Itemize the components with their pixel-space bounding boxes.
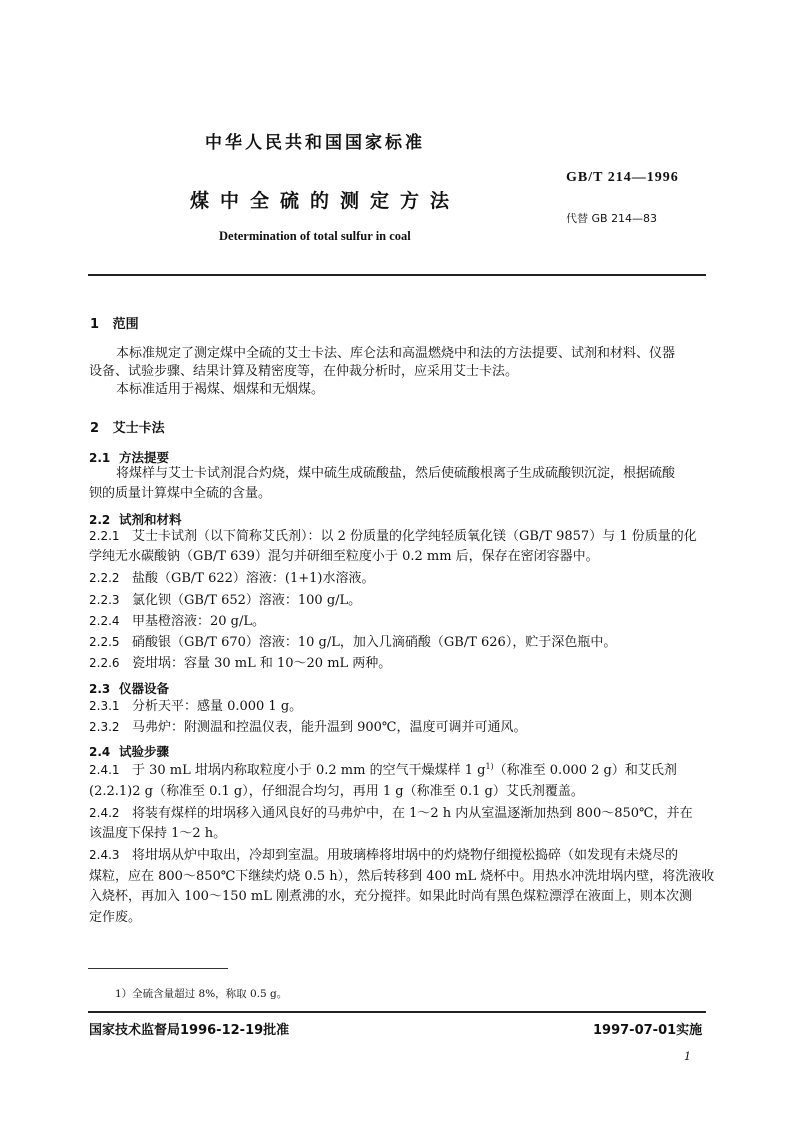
clause-2-2-1 xyxy=(89,530,697,543)
section-number: 1 xyxy=(90,317,100,332)
page-number: 1 xyxy=(684,1050,691,1063)
clause-2-4-1 xyxy=(89,764,677,777)
clause-number: 2.2.3 xyxy=(89,593,120,607)
document-title-english: Determination of total sulfur in coal xyxy=(219,229,411,243)
clause-title: 试剂和材料 xyxy=(118,512,182,527)
paragraph-line: 设备、试验步骤、结果计算及精密度等，在仲裁分析时，应采用艾士卡法。 xyxy=(89,364,519,379)
replaces-note: 代替 GB 214—83 xyxy=(566,212,658,225)
paragraph-line: 将煤样与艾士卡试剂混合灼烧，煤中硫生成硫酸盐，然后使硫酸根离子生成硫酸钡沉淀，根据硫酸 xyxy=(116,466,676,481)
clause-number: 2.4.2 xyxy=(89,806,120,820)
clause-number: 2.3.2 xyxy=(89,720,120,734)
paragraph-line: 本标准规定了测定煤中全硫的艾士卡法、库仑法和高温燃烧中和法的方法提要、试剂和材料、仪器 xyxy=(116,346,676,361)
subsection-2-4-heading xyxy=(89,742,169,760)
paragraph-line: 煤粒，应在 800～850℃下继续灼烧 0.5 h），然后转移到 400 mL 烧杯中。用热水冲洗坩埚内壁，将洗液收 xyxy=(89,869,715,884)
clause-2-3-2 xyxy=(89,721,526,734)
clause-2-3-1 xyxy=(89,700,302,713)
subsection-2-2-heading xyxy=(89,510,182,528)
clause-2-2-5 xyxy=(89,636,616,649)
clause-text: 硝酸银（GB/T 670）溶液：10 g/L，加入几滴硝酸（GB/T 626），贮于深色瓶中。 xyxy=(131,635,617,650)
clause-text: 艾士卡试剂（以下简称艾氏剂）：以 2 份质量的化学纯轻质氧化镁（GB/T 9857）与 1 份质量的化 xyxy=(131,529,697,544)
clause-number: 2.3.1 xyxy=(89,699,120,713)
section-title: 范围 xyxy=(112,317,139,332)
clause-text: 将装有煤样的坩埚移入通风良好的马弗炉中，在 1～2 h 内从室温逐渐加热到 800～850℃，并在 xyxy=(131,806,693,821)
footnote-marker: 1) xyxy=(485,762,494,771)
subsection-2-1-heading xyxy=(89,448,169,466)
national-standard-heading: 中华人民共和国国家标准 xyxy=(205,133,425,153)
clause-2-2-3 xyxy=(89,594,361,607)
issue-date: 国家技术监督局1996-12-19批准 xyxy=(89,1023,290,1038)
clause-number: 2.2.6 xyxy=(89,656,120,670)
paragraph-line: (2.2.1)2 g（称准至 0.1 g），仔细混合均匀，再用 1 g（称准至 0.1 g）艾氏剂覆盖。 xyxy=(89,784,584,799)
clause-number: 2.4.1 xyxy=(89,763,120,777)
paragraph-line: 入烧杯，再加入 100～150 mL 刚煮沸的水，充分搅拌。如果此时尚有黑色煤粒漂浮在液面上，则本次测 xyxy=(89,889,692,904)
footer-rule xyxy=(88,1011,706,1013)
clause-text: 瓷坩埚：容量 30 mL 和 10～20 mL 两种。 xyxy=(131,656,392,671)
clause-number: 2.2.5 xyxy=(89,635,120,649)
clause-title: 方法提要 xyxy=(118,450,169,465)
clause-number: 2.4.3 xyxy=(89,848,120,862)
clause-text: 盐酸（GB/T 622）溶液：(1+1)水溶液。 xyxy=(131,571,375,586)
clause-2-2-2 xyxy=(89,572,374,585)
section-title: 艾士卡法 xyxy=(112,421,165,436)
clause-number: 2.2.4 xyxy=(89,614,120,628)
clause-title: 仪器设备 xyxy=(118,681,169,696)
section-2-heading xyxy=(90,417,165,436)
footnote-rule xyxy=(88,968,228,969)
paragraph-line: 该温度下保持 1～2 h。 xyxy=(89,826,227,841)
clause-2-4-2 xyxy=(89,807,693,820)
clause-2-4-3 xyxy=(89,849,678,862)
clause-text: 马弗炉：附测温和控温仪表，能升温到 900℃，温度可调并可通风。 xyxy=(131,720,527,735)
clause-number: 2.1 xyxy=(89,451,111,465)
clause-number: 2.2.1 xyxy=(89,529,120,543)
clause-text: 分析天平：感量 0.000 1 g。 xyxy=(131,699,303,714)
header-rule xyxy=(88,274,706,276)
paragraph-line: 学纯无水碳酸钠（GB/T 639）混匀并研细至粒度小于 0.2 mm 后，保存在密闭容器中。 xyxy=(89,549,599,564)
section-1-heading xyxy=(90,313,139,332)
effective-date: 1997-07-01实施 xyxy=(593,1023,703,1038)
clause-title: 试验步骤 xyxy=(118,744,169,759)
clause-text: 氯化钡（GB/T 652）溶液：100 g/L。 xyxy=(131,593,362,608)
document-title: 煤中全硫的测定方法 xyxy=(190,190,461,212)
clause-number: 2.4 xyxy=(89,745,111,759)
clause-number: 2.3 xyxy=(89,682,111,696)
paragraph-line: 钡的质量计算煤中全硫的含量。 xyxy=(89,486,272,501)
paragraph-line: 定作废。 xyxy=(89,910,142,925)
clause-number: 2.2 xyxy=(89,513,111,527)
paragraph-line: 本标准适用于褐煤、烟煤和无烟煤。 xyxy=(116,382,325,397)
clause-text: （称准至 0.000 2 g）和艾氏剂 xyxy=(493,763,677,778)
clause-2-2-6 xyxy=(89,657,391,670)
section-number: 2 xyxy=(90,421,100,436)
clause-text: 于 30 mL 坩埚内称取粒度小于 0.2 mm 的空气干燥煤样 1 g xyxy=(131,763,486,778)
clause-2-2-4 xyxy=(89,615,265,628)
clause-text: 将坩埚从炉中取出，冷却到室温。用玻璃棒将坩埚中的灼烧物仔细搅松捣碎（如发现有未烧尽的 xyxy=(131,848,678,863)
footnote: 1）全硫含量超过 8%，称取 0.5 g。 xyxy=(115,988,288,1000)
clause-text: 甲基橙溶液：20 g/L。 xyxy=(131,614,265,629)
clause-number: 2.2.2 xyxy=(89,571,120,585)
subsection-2-3-heading xyxy=(89,679,169,697)
standard-number: GB/T 214—1996 xyxy=(566,170,679,185)
